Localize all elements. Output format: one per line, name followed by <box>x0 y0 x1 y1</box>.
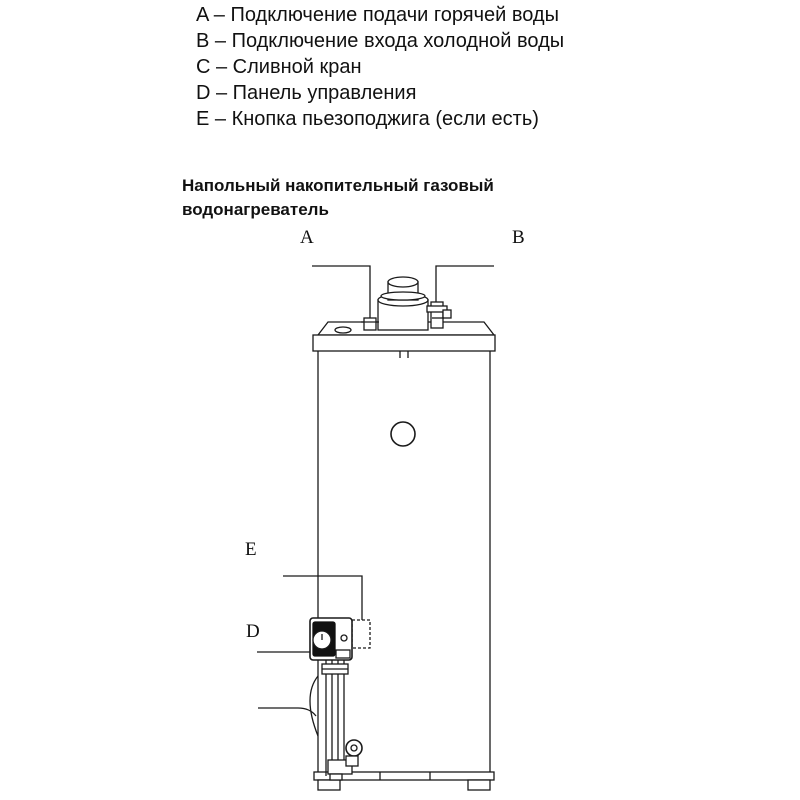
callout-a: A <box>300 227 314 248</box>
callout-d: D <box>246 621 260 642</box>
leader-line-c <box>258 708 316 716</box>
inspection-port <box>391 422 415 446</box>
legend-item-a: A – Подключение подачи горячей воды <box>196 4 559 26</box>
leader-line-e <box>283 576 362 620</box>
legend-item-c: C – Сливной кран <box>196 56 362 78</box>
tank-body <box>314 351 494 790</box>
leader-line-a <box>312 266 370 318</box>
flue-pipe-top <box>388 277 418 287</box>
control-panel <box>310 618 352 660</box>
hot-water-outlet <box>364 318 376 330</box>
flue-collar <box>381 292 425 300</box>
legend-item-b: B – Подключение входа холодной воды <box>196 30 565 52</box>
callout-b: B <box>512 227 525 248</box>
leader-line-b <box>436 266 494 302</box>
drain-valve <box>346 740 362 766</box>
legend-item-d: D – Панель управления <box>196 82 417 104</box>
top-cap-left <box>335 327 351 333</box>
piezo-button <box>352 620 370 648</box>
pipe-bend <box>310 676 318 736</box>
callout-e: E <box>245 539 257 560</box>
diagram-title: Напольный накопительный газовый водонагреватель <box>182 176 494 219</box>
legend-item-e: E – Кнопка пьезоподжига (если есть) <box>196 108 539 130</box>
top-rim <box>313 335 495 351</box>
top-cover <box>313 277 495 358</box>
